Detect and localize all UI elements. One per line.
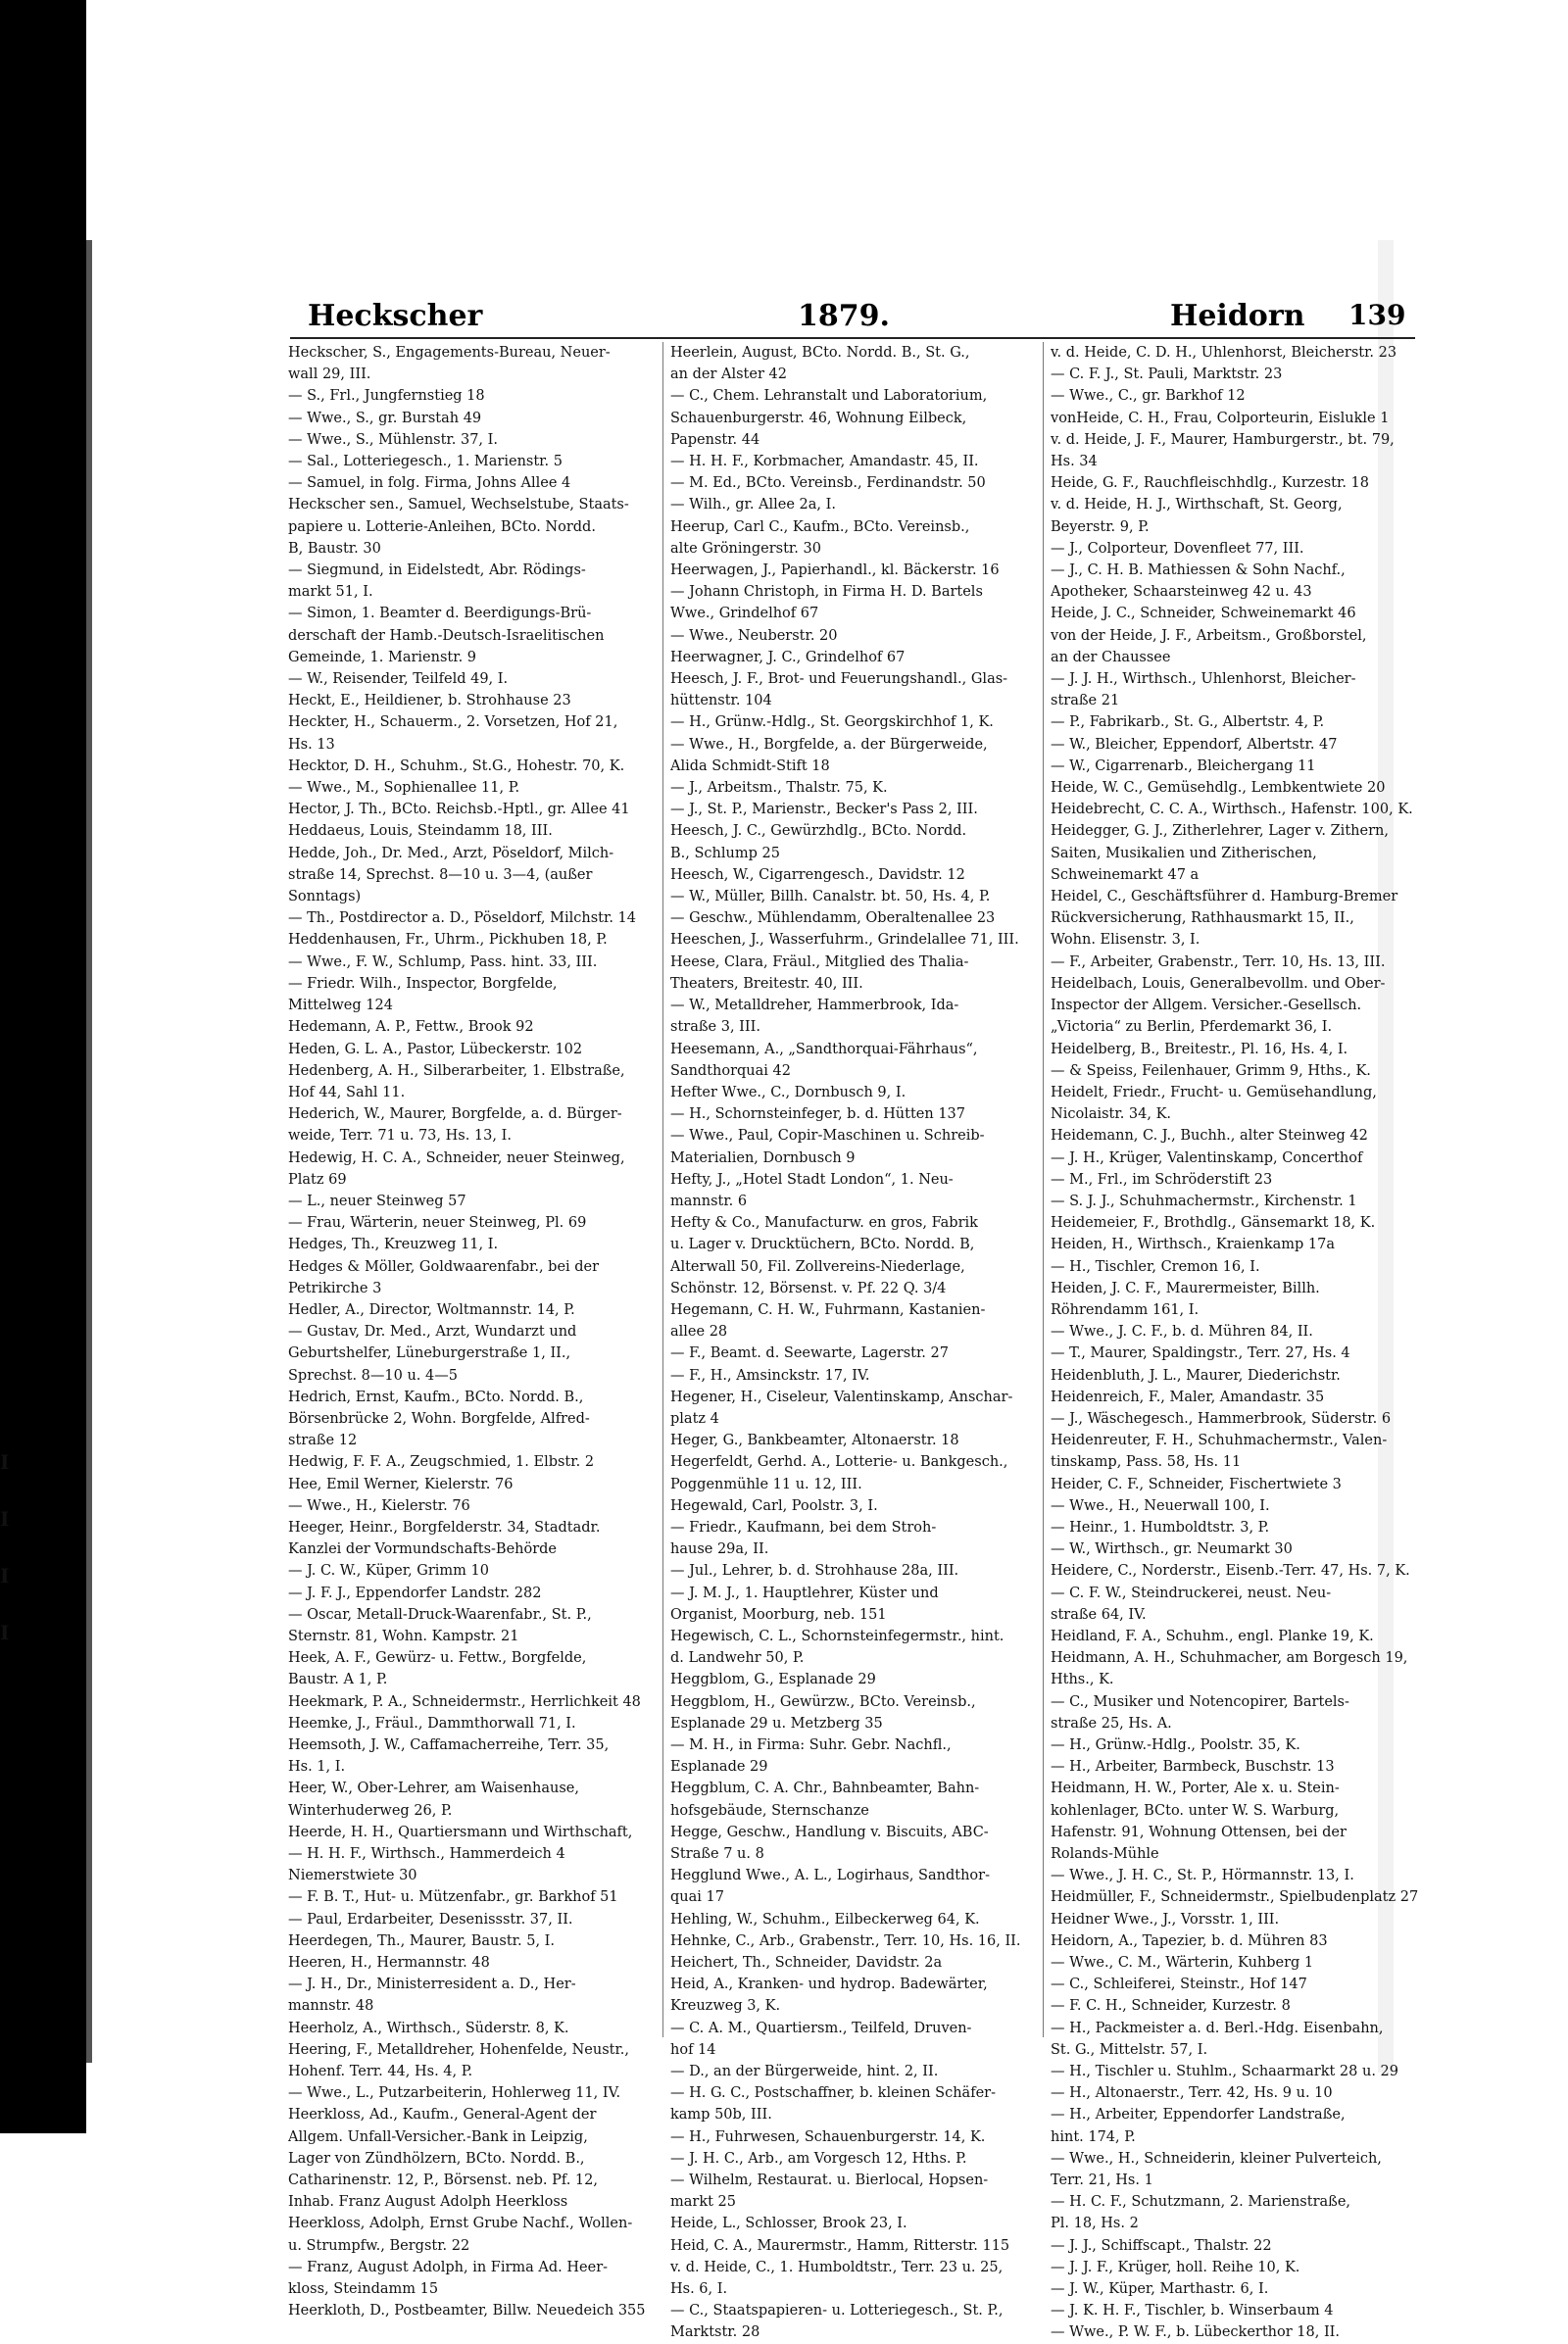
- directory-entry-line: — J. H. C., Arb., am Vorgesch 12, Hths. P.: [670, 2150, 967, 2167]
- directory-entry-line: Hecktor, D. H., Schuhm., St.G., Hohestr. 70, K.: [288, 757, 625, 774]
- directory-entry-line: Hederich, W., Maurer, Borgfelde, a. d. Bürger-: [288, 1106, 622, 1123]
- directory-entry-line: Hedenberg, A. H., Silberarbeiter, 1. Elbstraße,: [288, 1062, 625, 1079]
- directory-entry-line: Mittelweg 124: [288, 998, 393, 1014]
- directory-entry-line: — Wwe., H., Schneiderin, kleiner Pulverteich,: [1051, 2150, 1382, 2167]
- directory-entry-line: — H., Tischler, Cremon 16, I.: [1051, 1258, 1260, 1275]
- directory-entry-line: — P., Fabrikarb., St. G., Albertstr. 4, P.: [1051, 714, 1325, 731]
- directory-entry-line: — C., Chem. Lehranstalt und Laboratorium,: [670, 388, 988, 405]
- directory-entry-line: Hegglund Wwe., A. L., Logirhaus, Sandthor-: [670, 1868, 990, 1884]
- directory-entry-line: Beyerstr. 9, P.: [1051, 518, 1150, 535]
- directory-entry-line: Heidmann, H. W., Porter, Ale x. u. Stein-: [1051, 1781, 1340, 1797]
- directory-entry-line: Heekmark, P. A., Schneidermstr., Herrlichkeit 48: [288, 1693, 641, 1710]
- directory-entry-line: — F. B. T., Hut- u. Mützenfabr., gr. Barkhof 51: [288, 1889, 618, 1906]
- directory-entry-line: B, Baustr. 30: [288, 540, 381, 557]
- directory-entry-line: — M. H., in Firma: Suhr. Gebr. Nachfl.,: [670, 1737, 952, 1753]
- directory-entry-line: Hegemann, C. H. W., Fuhrmann, Kastanien-: [670, 1301, 986, 1318]
- directory-entry-line: Catharinenstr. 12, P., Börsenst. neb. Pf. 12,: [288, 2173, 598, 2189]
- directory-entry-line: an der Alster 42: [670, 366, 787, 383]
- running-header: [92, 299, 1406, 348]
- directory-entry-line: — Geschw., Mühlendamm, Oberaltenallee 23: [670, 910, 996, 927]
- directory-entry-line: — J. M. J., 1. Hauptlehrer, Küster und: [670, 1585, 939, 1601]
- directory-entry-line: Kanzlei der Vormundschafts-Behörde: [288, 1541, 558, 1558]
- directory-entry-line: v. d. Heide, J. F., Maurer, Hamburgerstr., bt. 79,: [1051, 431, 1395, 448]
- directory-entry-line: — D., an der Bürgerweide, hint. 2, II.: [670, 2064, 939, 2080]
- directory-entry-line: Hedges, Th., Kreuzweg 11, I.: [288, 1237, 499, 1253]
- directory-entry-line: Heerwagner, J. C., Grindelhof 67: [670, 649, 906, 665]
- directory-entry-line: Wwe., Grindelhof 67: [670, 606, 819, 622]
- directory-entry-line: — Wwe., S., Mühlenstr. 37, I.: [288, 431, 498, 448]
- directory-entry-line: — J., C. H. B. Mathiessen & Sohn Nachf.,: [1051, 562, 1346, 579]
- directory-entry-line: quai 17: [670, 1889, 724, 1906]
- directory-entry-line: mannstr. 48: [288, 1998, 374, 2015]
- directory-entry-line: v. d. Heide, H. J., Wirthschaft, St. Georg,: [1051, 497, 1343, 513]
- directory-entry-line: Heidelbach, Louis, Generalbevollm. und Ober-: [1051, 975, 1386, 992]
- directory-entry-line: — H., Grünw.-Hdlg., Poolstr. 35, K.: [1051, 1737, 1300, 1753]
- directory-page: [92, 240, 1419, 2341]
- directory-entry-line: — Samuel, in folg. Firma, Johns Allee 4: [288, 475, 571, 492]
- directory-entry-line: Heichert, Th., Schneider, Davidstr. 2a: [670, 1955, 943, 1972]
- directory-entry-line: Heese, Clara, Fräul., Mitglied des Thalia-: [670, 953, 969, 970]
- directory-entry-line: — H., Arbeiter, Barmbeck, Buschstr. 13: [1051, 1759, 1335, 1776]
- directory-entry-line: Heckt, E., Heildiener, b. Strohhause 23: [288, 693, 571, 709]
- directory-entry-line: — W., Bleicher, Eppendorf, Albertstr. 47: [1051, 736, 1338, 753]
- directory-entry-line: Heesch, J. C., Gewürzhdlg., BCto. Nordd.: [670, 823, 967, 840]
- directory-entry-line: Heesemann, A., „Sandthorquai-Fährhaus“,: [670, 1041, 978, 1057]
- directory-entry-line: Sternstr. 81, Wohn. Kampstr. 21: [288, 1628, 519, 1644]
- directory-entry-line: — Wwe., H., Borgfelde, a. der Bürgerweide,: [670, 736, 988, 753]
- directory-entry-line: — H., Schornsteinfeger, b. d. Hütten 137: [670, 1106, 966, 1123]
- directory-entry-line: — Wwe., H., Kielerstr. 76: [288, 1497, 470, 1514]
- directory-entry-line: — H. G. C., Postschaffner, b. kleinen Schäfer-: [670, 2085, 996, 2102]
- directory-entry-line: — F., H., Amsinckstr. 17, IV.: [670, 1367, 870, 1384]
- directory-entry-line: — Wwe., L., Putzarbeiterin, Hohlerweg 11, IV.: [288, 2085, 621, 2102]
- directory-entry-line: Heckter, H., Schauerm., 2. Vorsetzen, Hof 21,: [288, 714, 618, 731]
- directory-entry-line: Hefty & Co., Manufacturw. en gros, Fabrik: [670, 1215, 978, 1232]
- directory-entry-line: — J., Arbeitsm., Thalstr. 75, K.: [670, 780, 888, 797]
- directory-entry-line: B., Schlump 25: [670, 845, 780, 861]
- directory-entry-line: — S., Frl., Jungfernstieg 18: [288, 388, 485, 405]
- directory-entry-line: Esplanade 29 u. Metzberg 35: [670, 1715, 883, 1732]
- directory-entry-line: Rückversicherung, Rathhausmarkt 15, II.,: [1051, 910, 1354, 927]
- directory-entry-line: Inhab. Franz August Adolph Heerkloss: [288, 2194, 568, 2211]
- directory-entry-line: Heering, F., Metalldreher, Hohenfelde, Neustr.,: [288, 2041, 630, 2058]
- directory-entry-line: Heidere, C., Norderstr., Eisenb.-Terr. 47, Hs. 7, K.: [1051, 1563, 1410, 1580]
- directory-entry-line: — H., Packmeister a. d. Berl.-Hdg. Eisenbahn,: [1051, 2020, 1384, 2036]
- directory-entry-line: alte Gröningerstr. 30: [670, 540, 821, 557]
- directory-entry-line: — Siegmund, in Eidelstedt, Abr. Rödings-: [288, 562, 586, 579]
- directory-entry-line: — H. H. F., Korbmacher, Amandastr. 45, II.: [670, 454, 979, 470]
- directory-entry-line: — F., Beamt. d. Seewarte, Lagerstr. 27: [670, 1345, 949, 1362]
- directory-entry-line: hause 29a, II.: [670, 1541, 769, 1558]
- directory-entry-line: Hedemann, A. P., Fettw., Brook 92: [288, 1019, 534, 1036]
- directory-entry-line: markt 25: [670, 2194, 736, 2211]
- directory-column-3: [1051, 342, 1419, 2344]
- directory-entry-line: Heide, L., Schlosser, Brook 23, I.: [670, 2216, 907, 2232]
- directory-entry-line: Heggblom, H., Gewürzw., BCto. Vereinsb.,: [670, 1693, 976, 1710]
- directory-entry-line: Heemke, J., Fräul., Dammthorwall 71, I.: [288, 1715, 576, 1732]
- directory-entry-line: — Wwe., H., Neuerwall 100, I.: [1051, 1497, 1270, 1514]
- directory-entry-line: kamp 50b, III.: [670, 2107, 772, 2124]
- directory-entry-line: — J. H., Dr., Ministerresident a. D., Her-: [288, 1977, 576, 1993]
- directory-entry-line: Hefty, J., „Hotel Stadt London“, 1. Neu-: [670, 1171, 954, 1188]
- directory-entry-line: Hedges & Möller, Goldwaarenfabr., bei der: [288, 1258, 600, 1275]
- directory-entry-line: hof 14: [670, 2041, 716, 2058]
- directory-entry-line: — C. A. M., Quartiersm., Teilfeld, Druven-: [670, 2020, 972, 2036]
- directory-entry-line: — H., Fuhrwesen, Schauenburgerstr. 14, K.: [670, 2128, 986, 2145]
- directory-entry-line: Heidenreuter, F. H., Schuhmachermstr., Valen-: [1051, 1433, 1388, 1449]
- directory-entry-line: Heidmüller, F., Schneidermstr., Spielbudenplatz 27: [1051, 1889, 1419, 1906]
- directory-entry-line: Heidenreich, F., Maler, Amandastr. 35: [1051, 1389, 1325, 1405]
- directory-entry-line: mannstr. 6: [670, 1193, 748, 1209]
- directory-entry-line: kloss, Steindamm 15: [288, 2281, 439, 2298]
- directory-entry-line: Heeschen, J., Wasserfuhrm., Grindelallee 71, III.: [670, 932, 1019, 949]
- directory-entry-line: — Sal., Lotteriegesch., 1. Marienstr. 5: [288, 454, 563, 470]
- directory-entry-line: — F., Arbeiter, Grabenstr., Terr. 10, Hs. 13, III.: [1051, 953, 1386, 970]
- directory-entry-line: Heide, W. C., Gemüsehdlg., Lembkentwiete 20: [1051, 780, 1386, 797]
- directory-entry-line: hint. 174, P.: [1051, 2128, 1136, 2145]
- directory-entry-line: Heesch, W., Cigarrengesch., Davidstr. 12: [670, 866, 965, 883]
- directory-entry-line: d. Landwehr 50, P.: [670, 1650, 805, 1667]
- directory-entry-line: Papenstr. 44: [670, 431, 760, 448]
- directory-entry-line: — Wwe., Paul, Copir-Maschinen u. Schreib-: [670, 1128, 985, 1145]
- directory-entry-line: Heckscher sen., Samuel, Wechselstube, Staats-: [288, 497, 629, 513]
- directory-entry-line: Hedde, Joh., Dr. Med., Arzt, Pöseldorf, Milch-: [288, 845, 614, 861]
- directory-entry-line: Heer, W., Ober-Lehrer, am Waisenhause,: [288, 1781, 580, 1797]
- header-rule: [290, 337, 1415, 339]
- directory-entry-line: Sonntags): [288, 889, 362, 905]
- directory-entry-line: Hs. 34: [1051, 454, 1098, 470]
- directory-entry-line: — Friedr., Kaufmann, bei dem Stroh-: [670, 1519, 937, 1536]
- directory-entry-line: Heggblom, G., Esplanade 29: [670, 1672, 876, 1688]
- directory-entry-line: — & Speiss, Feilenhauer, Grimm 9, Hths., K.: [1051, 1062, 1371, 1079]
- directory-entry-line: — Wwe., C., gr. Barkhof 12: [1051, 388, 1246, 405]
- directory-entry-line: Theaters, Breitestr. 40, III.: [670, 975, 863, 992]
- directory-entry-line: Heddaeus, Louis, Steindamm 18, III.: [288, 823, 553, 840]
- directory-entry-line: Heidner Wwe., J., Vorsstr. 1, III.: [1051, 1911, 1280, 1928]
- directory-entry-line: Hs. 6, I.: [670, 2281, 728, 2298]
- directory-entry-line: Heden, G. L. A., Pastor, Lübeckerstr. 102: [288, 1041, 583, 1057]
- directory-entry-line: Hths., K.: [1051, 1672, 1114, 1688]
- header-left-keyword: Heckscher: [308, 299, 483, 333]
- directory-entry-line: — Franz, August Adolph, in Firma Ad. Heer-: [288, 2259, 609, 2275]
- directory-entry-line: Hegener, H., Ciseleur, Valentinskamp, Anschar-: [670, 1389, 1013, 1405]
- directory-entry-line: — Wwe., F. W., Schlump, Pass. hint. 33, III.: [288, 953, 598, 970]
- directory-entry-line: Heidemann, C. J., Buchh., alter Steinweg 42: [1051, 1128, 1368, 1145]
- directory-entry-line: Hee, Emil Werner, Kielerstr. 76: [288, 1476, 514, 1492]
- directory-entry-line: Heidemeier, F., Brothdlg., Gänsemarkt 18, K.: [1051, 1215, 1376, 1232]
- directory-entry-line: — J. J., Schiffscapt., Thalstr. 22: [1051, 2237, 1272, 2254]
- directory-entry-line: Heerkloss, Ad., Kaufm., General-Agent der: [288, 2107, 597, 2124]
- directory-entry-line: derschaft der Hamb.-Deutsch-Israelitischen: [288, 627, 605, 644]
- directory-entry-line: straße 64, IV.: [1051, 1606, 1147, 1623]
- directory-entry-line: Schweinemarkt 47 a: [1051, 866, 1200, 883]
- directory-entry-line: — Wilh., gr. Allee 2a, I.: [670, 497, 836, 513]
- directory-entry-line: — Gustav, Dr. Med., Arzt, Wundarzt und: [288, 1324, 577, 1341]
- directory-entry-line: — J. C. W., Küper, Grimm 10: [288, 1563, 489, 1580]
- directory-entry-line: — Wwe., J. C. F., b. d. Mühren 84, II.: [1051, 1324, 1313, 1341]
- directory-entry-line: Marktstr. 28: [670, 2324, 760, 2341]
- directory-column-1: [288, 342, 657, 2321]
- directory-entry-line: Heesch, J. F., Brot- und Feuerungshandl., Glas-: [670, 671, 1008, 688]
- directory-entry-line: Heidelt, Friedr., Frucht- u. Gemüsehandlung,: [1051, 1084, 1377, 1100]
- margin-mark: I: [0, 1450, 10, 1474]
- directory-entry-line: Apotheker, Schaarsteinweg 42 u. 43: [1051, 584, 1312, 601]
- directory-entry-line: — Wwe., P. W. F., b. Lübeckerthor 18, II.: [1051, 2324, 1341, 2341]
- directory-entry-line: platz 4: [670, 1410, 719, 1427]
- directory-entry-line: Heek, A. F., Gewürz- u. Fettw., Borgfelde,: [288, 1650, 587, 1667]
- directory-entry-line: — W., Cigarrenarb., Bleichergang 11: [1051, 757, 1316, 774]
- directory-entry-line: Heerkloth, D., Postbeamter, Billw. Neuedeich 355: [288, 2303, 646, 2320]
- directory-entry-line: Nicolaistr. 34, K.: [1051, 1106, 1172, 1123]
- directory-entry-line: — C., Staatspapieren- u. Lotteriegesch., St. P.,: [670, 2303, 1004, 2320]
- directory-entry-line: hüttenstr. 104: [670, 693, 772, 709]
- directory-entry-line: Hohenf. Terr. 44, Hs. 4, P.: [288, 2064, 473, 2080]
- directory-entry-line: Hof 44, Sahl 11.: [288, 1084, 406, 1100]
- directory-entry-line: tinskamp, Pass. 58, Hs. 11: [1051, 1454, 1242, 1471]
- directory-entry-line: papiere u. Lotterie-Anleihen, BCto. Nordd.: [288, 518, 596, 535]
- directory-entry-line: u. Lager v. Drucktüchern, BCto. Nordd. B,: [670, 1237, 975, 1253]
- directory-entry-line: — Wwe., Neuberstr. 20: [670, 627, 838, 644]
- directory-entry-line: Heerwagen, J., Papierhandl., kl. Bäckerstr. 16: [670, 562, 1000, 579]
- directory-entry-line: — W., Wirthsch., gr. Neumarkt 30: [1051, 1541, 1293, 1558]
- directory-entry-line: Hehnke, C., Arb., Grabenstr., Terr. 10, Hs. 16, II.: [670, 1932, 1021, 1949]
- directory-entry-line: — M., Frl., im Schröderstift 23: [1051, 1171, 1273, 1188]
- directory-entry-line: Hs. 13: [288, 736, 335, 753]
- directory-entry-line: Hafenstr. 91, Wohnung Ottensen, bei der: [1051, 1824, 1347, 1840]
- directory-entry-line: — H. C. F., Schutzmann, 2. Marienstraße,: [1051, 2194, 1351, 2211]
- directory-entry-line: Heddenhausen, Fr., Uhrm., Pickhuben 18, P.: [288, 932, 608, 949]
- directory-entry-line: Poggenmühle 11 u. 12, III.: [670, 1476, 862, 1492]
- directory-entry-line: Platz 69: [288, 1171, 347, 1188]
- directory-entry-line: von der Heide, J. F., Arbeitsm., Großborstel,: [1051, 627, 1367, 644]
- directory-entry-line: weide, Terr. 71 u. 73, Hs. 13, I.: [288, 1128, 512, 1145]
- directory-entry-line: Heerup, Carl C., Kaufm., BCto. Vereinsb.,: [670, 518, 970, 535]
- column-divider: [1043, 342, 1044, 2037]
- directory-entry-line: „Victoria“ zu Berlin, Pferdemarkt 36, I.: [1051, 1019, 1333, 1036]
- directory-entry-line: — Wwe., C. M., Wärterin, Kuhberg 1: [1051, 1955, 1314, 1972]
- directory-entry-line: Heerlein, August, BCto. Nordd. B., St. G.,: [670, 345, 970, 361]
- directory-entry-line: Heidorn, A., Tapezier, b. d. Mühren 83: [1051, 1932, 1328, 1949]
- directory-entry-line: Heidegger, G. J., Zitherlehrer, Lager v. Zithern,: [1051, 823, 1389, 840]
- directory-entry-line: Heerholz, A., Wirthsch., Süderstr. 8, K.: [288, 2020, 569, 2036]
- directory-entry-line: an der Chaussee: [1051, 649, 1171, 665]
- directory-entry-line: — J., St. P., Marienstr., Becker's Pass 2, III.: [670, 802, 978, 818]
- directory-entry-line: — Johann Christoph, in Firma H. D. Bartels: [670, 584, 983, 601]
- directory-entry-line: Heckscher, S., Engagements-Bureau, Neuer-: [288, 345, 611, 361]
- directory-entry-line: straße 25, Hs. A.: [1051, 1715, 1172, 1732]
- directory-entry-line: kohlenlager, BCto. unter W. S. Warburg,: [1051, 1802, 1340, 1819]
- directory-entry-line: Heider, C. F., Schneider, Fischertwiete 3: [1051, 1476, 1342, 1492]
- scan-dark-margin: [0, 0, 86, 2133]
- directory-entry-line: Heerdegen, Th., Maurer, Baustr. 5, I.: [288, 1932, 556, 1949]
- directory-entry-line: Petrikirche 3: [288, 1280, 382, 1296]
- directory-entry-line: — C. F. J., St. Pauli, Marktstr. 23: [1051, 366, 1283, 383]
- directory-entry-line: Organist, Moorburg, neb. 151: [670, 1606, 887, 1623]
- directory-entry-line: Hefter Wwe., C., Dornbusch 9, I.: [670, 1084, 906, 1100]
- directory-entry-line: Hegewald, Carl, Poolstr. 3, I.: [670, 1497, 878, 1514]
- directory-entry-line: Heidel, C., Geschäftsführer d. Hamburg-Bremer: [1051, 889, 1398, 905]
- directory-entry-line: Heid, A., Kranken- und hydrop. Badewärter,: [670, 1977, 988, 1993]
- directory-entry-line: — J. H., Krüger, Valentinskamp, Concerthof: [1051, 1149, 1363, 1166]
- directory-entry-line: — Frau, Wärterin, neuer Steinweg, Pl. 69: [288, 1215, 587, 1232]
- directory-entry-line: wall 29, III.: [288, 366, 371, 383]
- directory-entry-line: Heidenbluth, J. L., Maurer, Diederichstr.: [1051, 1367, 1341, 1384]
- directory-entry-line: Heid, C. A., Maurermstr., Hamm, Ritterstr. 115: [670, 2237, 1010, 2254]
- directory-entry-line: Materialien, Dornbusch 9: [670, 1149, 856, 1166]
- directory-entry-line: — L., neuer Steinweg 57: [288, 1193, 466, 1209]
- directory-entry-line: Rolands-Mühle: [1051, 1846, 1159, 1863]
- directory-entry-line: Heidebrecht, C. C. A., Wirthsch., Hafenstr. 100, K.: [1051, 802, 1413, 818]
- directory-entry-line: Terr. 21, Hs. 1: [1051, 2173, 1153, 2189]
- directory-entry-line: v. d. Heide, C., 1. Humboldtstr., Terr. 23 u. 25,: [670, 2259, 1004, 2275]
- directory-entry-line: — Wilhelm, Restaurat. u. Bierlocal, Hopsen-: [670, 2173, 989, 2189]
- directory-entry-line: — C. F. W., Steindruckerei, neust. Neu-: [1051, 1585, 1332, 1601]
- directory-entry-line: — Th., Postdirector a. D., Pöseldorf, Milchstr. 14: [288, 910, 636, 927]
- directory-entry-line: Alterwall 50, Fil. Zollvereins-Niederlage,: [670, 1258, 965, 1275]
- directory-entry-line: straße 3, III.: [670, 1019, 760, 1036]
- directory-entry-line: Alida Schmidt-Stift 18: [670, 757, 830, 774]
- directory-entry-line: — H., Tischler u. Stuhlm., Schaarmarkt 28 u. 29: [1051, 2064, 1398, 2080]
- directory-entry-line: Lager von Zündhölzern, BCto. Nordd. B.,: [288, 2150, 585, 2167]
- directory-entry-line: Heemsoth, J. W., Caffamacherreihe, Terr. 35,: [288, 1737, 610, 1753]
- directory-entry-line: Heiden, J. C. F., Maurermeister, Billh.: [1051, 1280, 1320, 1296]
- directory-entry-line: Heerde, H. H., Quartiersmann und Wirthschaft,: [288, 1824, 633, 1840]
- directory-entry-line: — J. K. H. F., Tischler, b. Winserbaum 4: [1051, 2303, 1334, 2320]
- directory-entry-line: Pl. 18, Hs. 2: [1051, 2216, 1139, 2232]
- directory-entry-line: Heiden, H., Wirthsch., Kraienkamp 17a: [1051, 1237, 1335, 1253]
- directory-entry-line: Heidelberg, B., Breitestr., Pl. 16, Hs. 4, I.: [1051, 1041, 1348, 1057]
- margin-mark: I: [0, 1564, 10, 1587]
- directory-entry-line: Heggblum, C. A. Chr., Bahnbeamter, Bahn-: [670, 1781, 980, 1797]
- directory-entry-line: Geburtshelfer, Lüneburgerstraße 1, II.,: [288, 1345, 571, 1362]
- directory-column-2: [670, 342, 1039, 2344]
- directory-entry-line: Inspector der Allgem. Versicher.-Gesellsch.: [1051, 998, 1362, 1014]
- directory-entry-line: Gemeinde, 1. Marienstr. 9: [288, 649, 477, 665]
- directory-entry-line: Börsenbrücke 2, Wohn. Borgfelde, Alfred-: [288, 1410, 590, 1427]
- directory-entry-line: Heeren, H., Hermannstr. 48: [288, 1955, 490, 1972]
- directory-entry-line: Wohn. Elisenstr. 3, I.: [1051, 932, 1200, 949]
- column-divider: [662, 342, 663, 2037]
- directory-entry-line: — W., Müller, Billh. Canalstr. bt. 50, Hs. 4, P.: [670, 889, 991, 905]
- directory-entry-line: Hegerfeldt, Gerhd. A., Lotterie- u. Bankgesch.,: [670, 1454, 1008, 1471]
- directory-entry-line: — Friedr. Wilh., Inspector, Borgfelde,: [288, 975, 558, 992]
- directory-entry-line: v. d. Heide, C. D. H., Uhlenhorst, Bleicherstr. 23: [1051, 345, 1397, 361]
- directory-entry-line: Saiten, Musikalien und Zitherischen,: [1051, 845, 1317, 861]
- directory-entry-line: Heidmann, A. H., Schuhmacher, am Borgesch 19,: [1051, 1650, 1408, 1667]
- directory-entry-line: — C., Musiker und Notencopirer, Bartels-: [1051, 1693, 1349, 1710]
- margin-marks: [0, 1450, 20, 1678]
- directory-entry-line: St. G., Mittelstr. 57, I.: [1051, 2041, 1208, 2058]
- header-right-keyword: Heidorn: [1170, 299, 1305, 333]
- directory-entry-line: — F. C. H., Schneider, Kurzestr. 8: [1051, 1998, 1291, 2015]
- directory-entry-line: Röhrendamm 161, I.: [1051, 1301, 1200, 1318]
- directory-entry-line: vonHeide, C. H., Frau, Colporteurin, Eislukle 1: [1051, 410, 1390, 426]
- directory-entry-line: — J., Wäschegesch., Hammerbrook, Süderstr. 6: [1051, 1410, 1392, 1427]
- directory-entry-line: Winterhuderweg 26, P.: [288, 1802, 453, 1819]
- directory-entry-line: — J. J. F., Krüger, holl. Reihe 10, K.: [1051, 2259, 1300, 2275]
- directory-entry-line: — H., Arbeiter, Eppendorfer Landstraße,: [1051, 2107, 1346, 2124]
- directory-entry-line: straße 12: [288, 1433, 358, 1449]
- directory-entry-line: — J. F. J., Eppendorfer Landstr. 282: [288, 1585, 542, 1601]
- directory-entry-line: — Jul., Lehrer, b. d. Strohhause 28a, III.: [670, 1563, 959, 1580]
- directory-entry-line: Hedwig, F. F. A., Zeugschmied, 1. Elbstr. 2: [288, 1454, 595, 1471]
- header-year: 1879.: [798, 299, 890, 333]
- directory-entry-line: Hs. 1, I.: [288, 1759, 346, 1776]
- directory-entry-line: Hedler, A., Director, Woltmannstr. 14, P.: [288, 1301, 575, 1318]
- directory-entry-line: — Paul, Erdarbeiter, Desenissstr. 37, II.: [288, 1911, 573, 1928]
- directory-entry-line: allee 28: [670, 1324, 728, 1341]
- directory-entry-line: — Simon, 1. Beamter d. Beerdigungs-Brü-: [288, 606, 592, 622]
- directory-entry-line: Hegewisch, C. L., Schornsteinfegermstr., hint.: [670, 1628, 1004, 1644]
- directory-entry-line: Hedrich, Ernst, Kaufm., BCto. Nordd. B.,: [288, 1389, 584, 1405]
- margin-mark: I: [0, 1621, 10, 1644]
- directory-entry-line: — Wwe., S., gr. Burstah 49: [288, 410, 482, 426]
- directory-entry-line: Schönstr. 12, Börsenst. v. Pf. 22 Q. 3/4: [670, 1280, 947, 1296]
- directory-entry-line: — W., Metalldreher, Hammerbrook, Ida-: [670, 998, 959, 1014]
- directory-entry-line: Heger, G., Bankbeamter, Altonaerstr. 18: [670, 1433, 959, 1449]
- directory-entry-line: straße 14, Sprechst. 8—10 u. 3—4, (außer: [288, 866, 593, 883]
- directory-entry-line: Heide, J. C., Schneider, Schweinemarkt 46: [1051, 606, 1356, 622]
- directory-entry-line: Baustr. A 1, P.: [288, 1672, 388, 1688]
- directory-entry-line: — Wwe., M., Sophienallee 11, P.: [288, 780, 520, 797]
- directory-entry-line: — M. Ed., BCto. Vereinsb., Ferdinandstr. 50: [670, 475, 986, 492]
- directory-entry-line: Schauenburgerstr. 46, Wohnung Eilbeck,: [670, 410, 967, 426]
- directory-entry-line: Sandthorquai 42: [670, 1062, 791, 1079]
- directory-entry-line: — J. W., Küper, Marthastr. 6, I.: [1051, 2281, 1269, 2298]
- directory-entry-line: Hehling, W., Schuhm., Eilbeckerweg 64, K.: [670, 1911, 980, 1928]
- directory-entry-line: Niemerstwiete 30: [288, 1868, 417, 1884]
- directory-entry-line: hofsgebäude, Sternschanze: [670, 1802, 869, 1819]
- directory-entry-line: Straße 7 u. 8: [670, 1846, 764, 1863]
- directory-entry-line: markt 51, I.: [288, 584, 373, 601]
- directory-entry-line: Esplanade 29: [670, 1759, 768, 1776]
- directory-entry-line: — S. J. J., Schuhmachermstr., Kirchenstr. 1: [1051, 1193, 1357, 1209]
- directory-entry-line: Hector, J. Th., BCto. Reichsb.-Hptl., gr. Allee 41: [288, 802, 630, 818]
- directory-entry-line: — Oscar, Metall-Druck-Waarenfabr., St. P.,: [288, 1606, 592, 1623]
- directory-entry-line: — H. H. F., Wirthsch., Hammerdeich 4: [288, 1846, 565, 1863]
- directory-entry-line: — C., Schleiferei, Steinstr., Hof 147: [1051, 1977, 1307, 1993]
- page-number: 139: [1348, 299, 1406, 331]
- directory-entry-line: Heidland, F. A., Schuhm., engl. Planke 19, K.: [1051, 1628, 1374, 1644]
- directory-entry-line: — Wwe., J. H. C., St. P., Hörmannstr. 13, I.: [1051, 1868, 1354, 1884]
- directory-entry-line: Allgem. Unfall-Versicher.-Bank in Leipzig,: [288, 2128, 588, 2145]
- directory-entry-line: Heerkloss, Adolph, Ernst Grube Nachf., Wollen-: [288, 2216, 633, 2232]
- directory-entry-line: — J. J. H., Wirthsch., Uhlenhorst, Bleicher-: [1051, 671, 1356, 688]
- directory-entry-line: Hegge, Geschw., Handlung v. Biscuits, ABC-: [670, 1824, 989, 1840]
- directory-entry-line: — J., Colporteur, Dovenfleet 77, III.: [1051, 540, 1304, 557]
- directory-entry-line: Heide, G. F., Rauchfleischhdlg., Kurzestr. 18: [1051, 475, 1369, 492]
- directory-entry-line: — T., Maurer, Spaldingstr., Terr. 27, Hs. 4: [1051, 1345, 1350, 1362]
- directory-entry-line: Hedewig, H. C. A., Schneider, neuer Steinweg,: [288, 1149, 625, 1166]
- directory-entry-line: — Heinr., 1. Humboldtstr. 3, P.: [1051, 1519, 1270, 1536]
- directory-entry-line: Kreuzweg 3, K.: [670, 1998, 781, 2015]
- directory-entry-line: u. Strumpfw., Bergstr. 22: [288, 2237, 470, 2254]
- directory-entry-line: Sprechst. 8—10 u. 4—5: [288, 1367, 458, 1384]
- directory-entry-line: — H., Altonaerstr., Terr. 42, Hs. 9 u. 10: [1051, 2085, 1333, 2102]
- directory-entry-line: straße 21: [1051, 693, 1120, 709]
- directory-entry-line: — H., Grünw.-Hdlg., St. Georgskirchhof 1, K.: [670, 714, 994, 731]
- directory-entry-line: — W., Reisender, Teilfeld 49, I.: [288, 671, 509, 688]
- directory-entry-line: Heeger, Heinr., Borgfelderstr. 34, Stadtadr.: [288, 1519, 601, 1536]
- margin-mark: I: [0, 1507, 10, 1531]
